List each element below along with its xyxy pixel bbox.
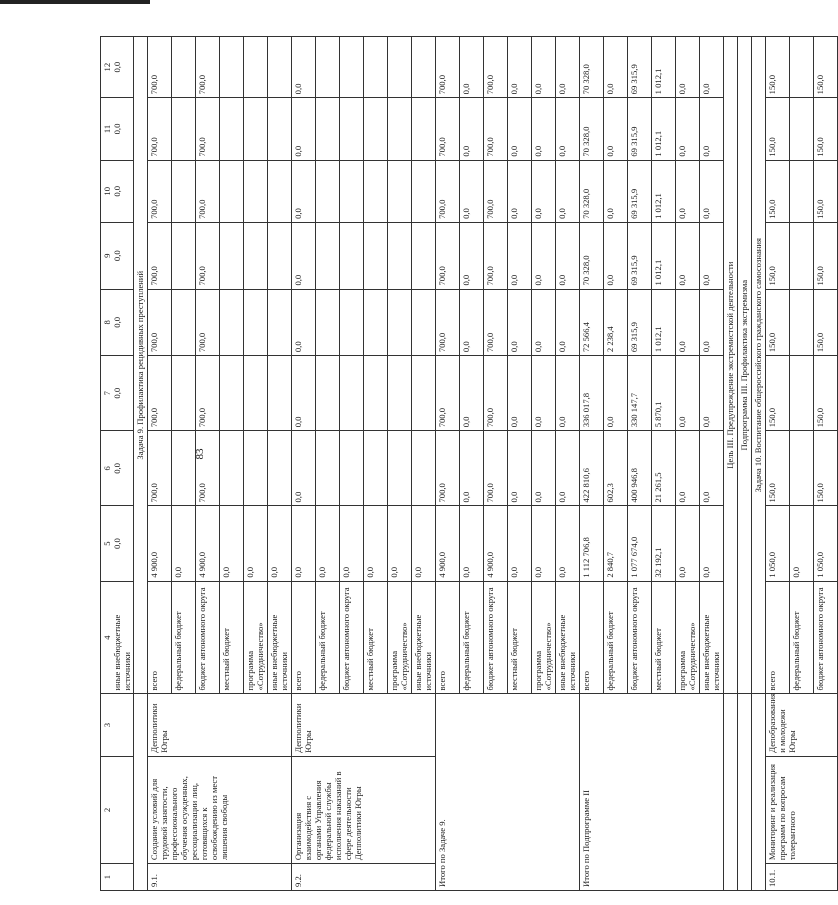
amount-cell [220, 160, 244, 222]
amount-cell: 0,0 [604, 98, 628, 160]
amount-cell [412, 222, 436, 289]
header-c3: 3 [101, 694, 134, 756]
amount-cell [316, 98, 340, 160]
amount-cell [220, 222, 244, 289]
amount-cell [388, 37, 412, 98]
amount-cell: 700,0 [436, 98, 460, 160]
funding-source: иные внебюджетные источники [412, 581, 436, 694]
amount-cell [268, 98, 292, 160]
table-row [436, 37, 460, 891]
amount-cell: 0,0 [460, 289, 484, 356]
amount-cell: 0,0 [604, 356, 628, 431]
amount-cell: 700,0 [484, 160, 508, 222]
amount-cell: 150,0 [814, 98, 838, 160]
table-body [101, 37, 838, 891]
funding-source: всего [148, 581, 172, 694]
amount-cell: 150,0 [766, 222, 790, 289]
amount-cell [790, 98, 814, 160]
top-edge-bar [0, 0, 150, 4]
amount-cell: 0,0 [676, 98, 700, 160]
amount-cell: 0,0 [700, 431, 724, 506]
amount-cell [244, 431, 268, 506]
amount-cell [364, 356, 388, 431]
amount-cell: 0,0 [268, 506, 292, 581]
amount-cell: 0,0 [460, 37, 484, 98]
amount-cell: 0,0 [556, 506, 580, 581]
amount-cell: 0,0 [508, 98, 532, 160]
activity-executor: Депобразования и молодежи Югры [766, 694, 838, 756]
amount-cell: 0,0 [292, 431, 316, 506]
amount-cell: 32 192,1 [652, 506, 676, 581]
amount-cell: 700,0 [148, 222, 172, 289]
amount-cell [268, 431, 292, 506]
amount-cell: 0,0 [700, 289, 724, 356]
amount-cell: 0,0 [460, 160, 484, 222]
funding-source: программа «Сотрудничество» [244, 581, 268, 694]
amount-cell: 700,0 [148, 98, 172, 160]
amount-cell: 0,0 [556, 98, 580, 160]
amount-cell [412, 356, 436, 431]
amount-cell: 336 017,8 [580, 356, 604, 431]
amount-cell: 0,0 [316, 506, 340, 581]
amount-cell [340, 98, 364, 160]
amount-cell: 0,0 [292, 160, 316, 222]
amount-cell: 150,0 [766, 160, 790, 222]
amount-cell: 0,0 [700, 160, 724, 222]
amount-cell: 0,0 [244, 506, 268, 581]
amount-cell: 700,0 [484, 98, 508, 160]
amount-cell: 0,0 [556, 222, 580, 289]
amount-cell: 700,0 [196, 222, 220, 289]
subprogram-3-title [738, 37, 752, 891]
amount-cell: 0,0 [292, 289, 316, 356]
funding-source: местный бюджет [508, 581, 532, 694]
amount-cell: 700,0 [436, 37, 460, 98]
total-label: Итого по Подпрограмме II [580, 694, 724, 891]
amount-cell [388, 289, 412, 356]
amount-cell [244, 289, 268, 356]
amount-cell [790, 37, 814, 98]
amount-cell: 1 077 674,0 [628, 506, 652, 581]
amount-cell: 700,0 [148, 356, 172, 431]
amount-cell [388, 356, 412, 431]
budget-table [100, 36, 838, 891]
amount-cell: 70 328,0 [580, 98, 604, 160]
section-spacer [752, 694, 766, 891]
amount-cell: 0,0 [700, 356, 724, 431]
subprogram-3-title-text: Подпрограмма III. Профилактика экстремизма [738, 37, 752, 694]
total-label: Итого по Задаче 9. [436, 694, 580, 891]
amount-cell: 0,0 [460, 506, 484, 581]
funding-source: федеральный бюджет [172, 581, 196, 694]
amount-cell [340, 289, 364, 356]
amount-cell [412, 431, 436, 506]
header-c2: 2 [101, 756, 134, 863]
amount-cell: 700,0 [196, 289, 220, 356]
funding-source: местный бюджет [220, 581, 244, 694]
amount-cell: 1 112 706,8 [580, 506, 604, 581]
amount-cell: 700,0 [484, 37, 508, 98]
amount-cell [316, 289, 340, 356]
amount-cell: 0,0 [508, 37, 532, 98]
funding-source: федеральный бюджет [460, 581, 484, 694]
amount-cell: 70 328,0 [580, 222, 604, 289]
task-9-title [134, 37, 148, 891]
amount-cell [172, 289, 196, 356]
header-c12: 12 0,0 [101, 37, 134, 98]
funding-source: всего [766, 581, 790, 694]
amount-cell: 0,0 [508, 431, 532, 506]
amount-cell [790, 431, 814, 506]
amount-cell [388, 431, 412, 506]
amount-cell: 0,0 [508, 289, 532, 356]
amount-cell [316, 222, 340, 289]
header-row [101, 37, 134, 891]
amount-cell: 700,0 [148, 37, 172, 98]
amount-cell: 0,0 [508, 160, 532, 222]
amount-cell: 5 870,1 [652, 356, 676, 431]
amount-cell: 2 238,4 [604, 289, 628, 356]
funding-source: программа «Сотрудничество» [532, 581, 556, 694]
amount-cell: 0,0 [532, 160, 556, 222]
amount-cell: 0,0 [556, 37, 580, 98]
funding-source: бюджет автономного округа [196, 581, 220, 694]
funding-source: местный бюджет [652, 581, 676, 694]
amount-cell: 69 315,9 [628, 222, 652, 289]
activity-number: 10.1. [766, 864, 838, 891]
amount-cell: 0,0 [292, 37, 316, 98]
amount-cell: 700,0 [484, 356, 508, 431]
funding-source: местный бюджет [364, 581, 388, 694]
amount-cell: 700,0 [196, 98, 220, 160]
page-number: 83 [194, 448, 206, 460]
amount-cell: 0,0 [676, 506, 700, 581]
amount-cell: 0,0 [676, 431, 700, 506]
section-spacer [724, 694, 738, 891]
amount-cell [220, 37, 244, 98]
amount-cell: 0,0 [388, 506, 412, 581]
header-c8: 8 0,0 [101, 289, 134, 356]
amount-cell: 0,0 [292, 506, 316, 581]
task-10-title [752, 37, 766, 891]
amount-cell: 0,0 [292, 98, 316, 160]
table-row [148, 37, 172, 891]
amount-cell [412, 160, 436, 222]
amount-cell: 700,0 [196, 160, 220, 222]
amount-cell [790, 289, 814, 356]
amount-cell [172, 98, 196, 160]
amount-cell [268, 37, 292, 98]
amount-cell: 700,0 [436, 356, 460, 431]
amount-cell: 1 012,1 [652, 37, 676, 98]
amount-cell [268, 222, 292, 289]
table-row [292, 37, 316, 891]
amount-cell: 422 810,6 [580, 431, 604, 506]
amount-cell [220, 289, 244, 356]
activity-number: 9.1. [148, 864, 292, 891]
amount-cell: 150,0 [814, 222, 838, 289]
funding-source: всего [580, 581, 604, 694]
amount-cell: 0,0 [556, 289, 580, 356]
amount-cell: 0,0 [532, 506, 556, 581]
header-c9: 9 0,0 [101, 222, 134, 289]
amount-cell: 0,0 [412, 506, 436, 581]
amount-cell [364, 37, 388, 98]
amount-cell [388, 222, 412, 289]
amount-cell [340, 431, 364, 506]
amount-cell [268, 289, 292, 356]
funding-source: федеральный бюджет [790, 581, 814, 694]
funding-source: иные внебюджетные источники [700, 581, 724, 694]
amount-cell [340, 37, 364, 98]
activity-executor: Депполитики Югры [148, 694, 292, 756]
amount-cell [268, 356, 292, 431]
amount-cell: 70 328,0 [580, 160, 604, 222]
amount-cell: 0,0 [340, 506, 364, 581]
amount-cell: 70 328,0 [580, 37, 604, 98]
amount-cell: 700,0 [436, 289, 460, 356]
amount-cell: 0,0 [700, 222, 724, 289]
amount-cell: 150,0 [766, 98, 790, 160]
amount-cell: 69 315,9 [628, 160, 652, 222]
amount-cell: 1 050,0 [766, 506, 790, 581]
amount-cell [364, 160, 388, 222]
amount-cell [790, 160, 814, 222]
amount-cell: 700,0 [196, 37, 220, 98]
amount-cell [316, 356, 340, 431]
amount-cell [340, 222, 364, 289]
amount-cell: 0,0 [604, 160, 628, 222]
header-c4: 4 иные внебюджетные источники [101, 581, 134, 694]
amount-cell [316, 431, 340, 506]
amount-cell: 2 840,7 [604, 506, 628, 581]
amount-cell: 4 900,0 [148, 506, 172, 581]
amount-cell: 1 012,1 [652, 222, 676, 289]
funding-source: федеральный бюджет [604, 581, 628, 694]
amount-cell [268, 160, 292, 222]
amount-cell: 700,0 [196, 431, 220, 506]
amount-cell: 0,0 [790, 506, 814, 581]
funding-source: иные внебюджетные источники [268, 581, 292, 694]
amount-cell [412, 98, 436, 160]
amount-cell [790, 356, 814, 431]
funding-source: всего [436, 581, 460, 694]
section-spacer [134, 694, 148, 891]
amount-cell: 0,0 [508, 222, 532, 289]
amount-cell: 4 900,0 [484, 506, 508, 581]
amount-cell [172, 222, 196, 289]
header-c1: 1 [101, 864, 134, 891]
amount-cell [364, 289, 388, 356]
amount-cell: 0,0 [604, 222, 628, 289]
amount-cell: 1 012,1 [652, 160, 676, 222]
amount-cell [220, 356, 244, 431]
amount-cell: 150,0 [766, 289, 790, 356]
amount-cell [412, 37, 436, 98]
funding-source: всего [292, 581, 316, 694]
goal-3-title [724, 37, 738, 891]
table-row [766, 37, 790, 891]
amount-cell: 0,0 [220, 506, 244, 581]
amount-cell: 69 315,9 [628, 98, 652, 160]
amount-cell: 0,0 [508, 356, 532, 431]
amount-cell [412, 289, 436, 356]
amount-cell: 150,0 [814, 160, 838, 222]
amount-cell: 150,0 [814, 289, 838, 356]
amount-cell [220, 431, 244, 506]
amount-cell: 0,0 [292, 222, 316, 289]
funding-source: бюджет автономного округа [484, 581, 508, 694]
activity-name: Создание условий для трудовой занятости, профессионального обучения осужденных, ресоциализации лиц, готовящихся к освобождению из мест лишения свободы [148, 756, 292, 863]
amount-cell [244, 160, 268, 222]
header-c10: 10 0,0 [101, 160, 134, 222]
amount-cell: 150,0 [766, 431, 790, 506]
amount-cell: 0,0 [676, 37, 700, 98]
amount-cell [340, 356, 364, 431]
amount-cell [316, 37, 340, 98]
amount-cell: 700,0 [436, 222, 460, 289]
amount-cell [172, 37, 196, 98]
amount-cell: 0,0 [532, 289, 556, 356]
header-c6: 6 0,0 [101, 431, 134, 506]
amount-cell [340, 160, 364, 222]
amount-cell: 700,0 [196, 356, 220, 431]
funding-source: федеральный бюджет [316, 581, 340, 694]
amount-cell: 0,0 [460, 356, 484, 431]
rotated-table-wrapper [100, 36, 825, 891]
amount-cell: 0,0 [676, 160, 700, 222]
amount-cell: 700,0 [484, 431, 508, 506]
amount-cell: 69 315,9 [628, 289, 652, 356]
amount-cell: 0,0 [676, 289, 700, 356]
amount-cell: 72 566,4 [580, 289, 604, 356]
amount-cell: 69 315,9 [628, 37, 652, 98]
task-9-title-text: Задача 9. Профилактика рецидивных преступлений [134, 37, 148, 694]
amount-cell [172, 356, 196, 431]
activity-name: Организация взаимодействия с органами Управления федеральной службы исполнения наказаний в сфере деятельности Депполитики Югры [292, 756, 436, 863]
amount-cell: 150,0 [814, 431, 838, 506]
amount-cell: 0,0 [508, 506, 532, 581]
amount-cell: 700,0 [148, 160, 172, 222]
amount-cell: 0,0 [700, 37, 724, 98]
amount-cell: 1 012,1 [652, 289, 676, 356]
amount-cell: 150,0 [814, 37, 838, 98]
amount-cell: 0,0 [700, 98, 724, 160]
amount-cell: 1 012,1 [652, 98, 676, 160]
amount-cell [244, 37, 268, 98]
amount-cell: 0,0 [556, 160, 580, 222]
amount-cell [364, 222, 388, 289]
header-c11: 11 0,0 [101, 98, 134, 160]
amount-cell: 0,0 [292, 356, 316, 431]
amount-cell [790, 222, 814, 289]
header-c5: 5 0,0 [101, 506, 134, 581]
amount-cell: 602,3 [604, 431, 628, 506]
activity-name: Мониторинг и реализация программ по вопросам толерантного [766, 756, 838, 863]
amount-cell [316, 160, 340, 222]
funding-source: программа «Сотрудничество» [388, 581, 412, 694]
amount-cell: 0,0 [460, 222, 484, 289]
amount-cell: 21 261,5 [652, 431, 676, 506]
goal-3-title-text: Цель III. Предупреждение экстремистской деятельности [724, 37, 738, 694]
amount-cell: 0,0 [676, 356, 700, 431]
amount-cell: 0,0 [676, 222, 700, 289]
amount-cell: 0,0 [532, 37, 556, 98]
amount-cell [172, 160, 196, 222]
amount-cell: 0,0 [364, 506, 388, 581]
amount-cell: 0,0 [172, 506, 196, 581]
funding-source: бюджет автономного округа [340, 581, 364, 694]
amount-cell: 150,0 [814, 356, 838, 431]
amount-cell: 1 050,0 [814, 506, 838, 581]
amount-cell: 700,0 [436, 160, 460, 222]
funding-source: программа «Сотрудничество» [676, 581, 700, 694]
amount-cell [388, 160, 412, 222]
amount-cell: 700,0 [484, 289, 508, 356]
amount-cell [244, 356, 268, 431]
amount-cell: 700,0 [148, 431, 172, 506]
amount-cell: 4 900,0 [436, 506, 460, 581]
amount-cell: 150,0 [766, 37, 790, 98]
amount-cell: 0,0 [532, 356, 556, 431]
amount-cell [244, 222, 268, 289]
section-spacer [738, 694, 752, 891]
amount-cell: 0,0 [604, 37, 628, 98]
amount-cell: 700,0 [148, 289, 172, 356]
task-10-title-text: Задача 10. Воспитание общероссийского гражданского самосознания [752, 37, 766, 694]
amount-cell: 0,0 [460, 98, 484, 160]
amount-cell [172, 431, 196, 506]
funding-source: бюджет автономного округа [814, 581, 838, 694]
amount-cell [220, 98, 244, 160]
amount-cell [388, 98, 412, 160]
amount-cell: 700,0 [484, 222, 508, 289]
amount-cell: 4 900,0 [196, 506, 220, 581]
activity-number: 9.2. [292, 864, 436, 891]
amount-cell: 700,0 [436, 431, 460, 506]
amount-cell: 400 946,8 [628, 431, 652, 506]
amount-cell: 0,0 [532, 222, 556, 289]
amount-cell: 150,0 [766, 356, 790, 431]
activity-executor: Депполитики Югры [292, 694, 436, 756]
amount-cell: 330 147,7 [628, 356, 652, 431]
table-row [580, 37, 604, 891]
header-c7: 7 0,0 [101, 356, 134, 431]
amount-cell [244, 98, 268, 160]
amount-cell: 0,0 [532, 431, 556, 506]
funding-source: иные внебюджетные источники [556, 581, 580, 694]
amount-cell: 0,0 [532, 98, 556, 160]
amount-cell: 0,0 [556, 431, 580, 506]
amount-cell [364, 98, 388, 160]
amount-cell: 0,0 [556, 356, 580, 431]
amount-cell: 0,0 [460, 431, 484, 506]
funding-source: бюджет автономного округа [628, 581, 652, 694]
amount-cell [364, 431, 388, 506]
amount-cell: 0,0 [700, 506, 724, 581]
